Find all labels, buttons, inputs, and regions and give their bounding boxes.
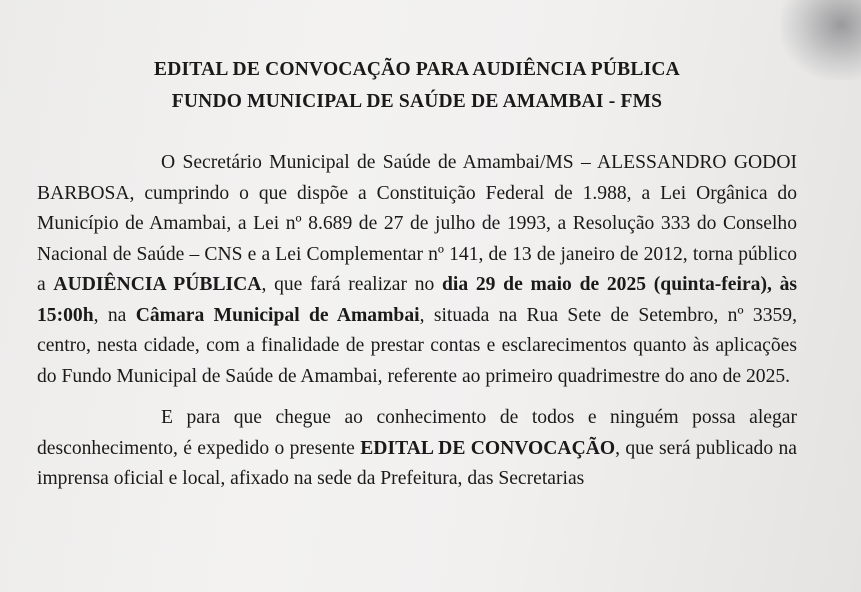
paragraph1-bold-venue: Câmara Municipal de Amambai <box>135 304 420 326</box>
paragraph1-bold-hearing: AUDIÊNCIA PÚBLICA <box>53 274 262 295</box>
paragraph1-text3: , na <box>93 304 136 326</box>
paragraph1-text4: , situada na Rua Sete de Setembro, nº 3359, centro, nesta cidade, com a finalidade de prestar contas e esclarecimentos quanto às aplicações do Fundo Municipal de Saúde de Amambai, referente ao primeiro quadrimestre do ano de 2025. <box>37 304 797 387</box>
paragraph2-bold-edital: EDITAL DE CONVOCAÇÃO <box>360 437 616 459</box>
paragraph1-text1: O Secretário Municipal de Saúde de Amambai/MS – ALESSANDRO GODOI BARBOSA, cumprindo o que dispõe a Constituição Federal de 1.988, a Lei Orgânica do Município de Amambai, a Lei nº 8.689 de 27 de julho de 1993, a Resolução 333 do Conselho Nacional de Saúde – CNS e a Lei Complementar nº 141, de 13 de janeiro de 2012, torna público a <box>37 152 797 295</box>
paragraph1-bold-date: dia 29 de maio de 2025 (quinta-feira), às 15:00h <box>37 274 798 326</box>
document-page <box>37 0 797 495</box>
paragraph2-text1: E para que chegue ao conhecimento de todos e ninguém possa alegar desconhecimento, é expedido o presente <box>37 407 797 459</box>
document-title-line2: FUNDO MUNICIPAL DE SAÚDE DE AMAMBAI - FMS <box>171 91 663 112</box>
paragraph-announcement <box>37 148 797 392</box>
paragraph-publication <box>37 403 797 495</box>
document-title-line1: EDITAL DE CONVOCAÇÃO PARA AUDIÊNCIA PÚBLICA <box>154 59 680 80</box>
paragraph1-text2: , que fará realizar no <box>261 274 443 295</box>
paragraph2-text2: , que será publicado na imprensa oficial e local, afixado na sede da Prefeitura, das Secretarias <box>37 437 797 489</box>
